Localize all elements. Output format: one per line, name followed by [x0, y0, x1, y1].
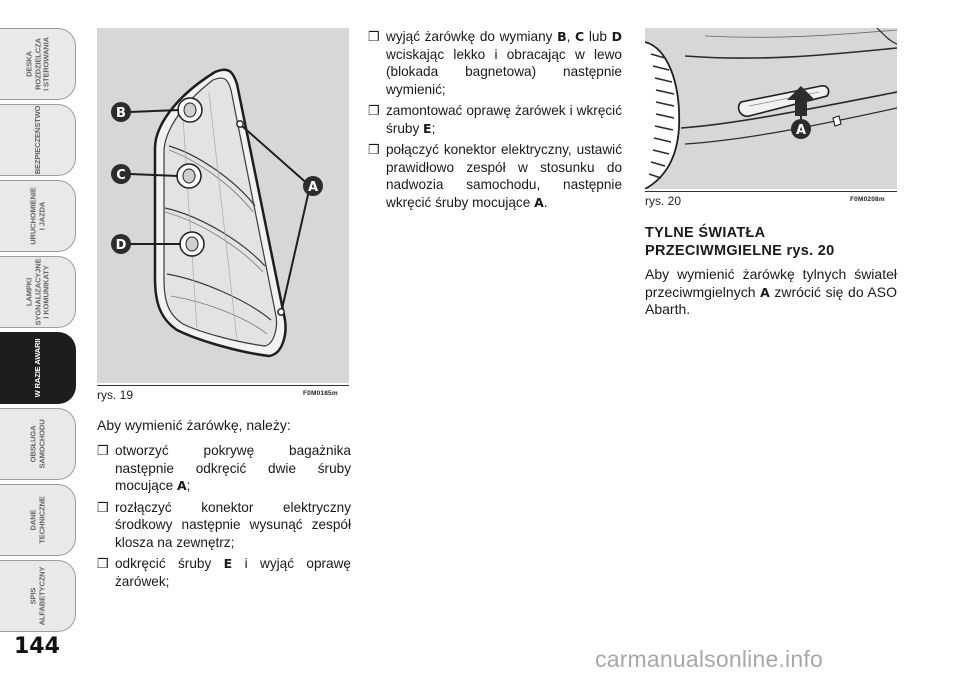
tab-obsluga[interactable]: [0, 408, 76, 480]
tab-label: BEZPIECZEŃSTWO: [32, 105, 42, 175]
figure-19-caption: rys. 19: [97, 388, 134, 402]
callout-b-letter: B: [116, 106, 126, 121]
tab-label: DANE TECHNICZNE: [28, 496, 46, 544]
figure-19-code: F0M0185m: [303, 390, 338, 397]
bulb-socket-c: [177, 164, 201, 188]
tab-dane-techniczne[interactable]: [0, 484, 76, 556]
tab-spis-alfabetyczny[interactable]: [0, 560, 76, 632]
checkbox-bullet-icon: ❒: [97, 556, 109, 571]
bulb-socket-b: [178, 98, 202, 122]
procedure-intro: Aby wymienić żarówkę, należy:: [97, 417, 291, 433]
procedure-list-1: [97, 442, 351, 594]
list-item: ❒ połączyć konektor elektryczny, ustawić prawidłowo zespół w stosunku do nadwozia samochodu, następnie wkręcić śruby mocujące A.: [368, 142, 622, 210]
tab-lampki[interactable]: [0, 256, 76, 328]
tab-label: DESKA ROZDZIELCZA I STEROWANIA: [23, 37, 50, 91]
procedure-list-2: [368, 28, 622, 215]
tab-label: URUCHOMIENIE I JAZDA: [28, 187, 46, 245]
checkbox-bullet-icon: ❒: [97, 499, 109, 515]
figure-20-caption: rys. 20: [645, 194, 682, 208]
chapter-tabs: [0, 0, 80, 677]
figure-20-rear-bumper: [645, 28, 897, 189]
list-item: ❒ odkręcić śruby E i wyjąć oprawę żarówek;: [97, 556, 351, 589]
callout-a-letter: A: [307, 180, 319, 195]
checkbox-bullet-icon: ❒: [368, 29, 380, 44]
checkbox-bullet-icon: ❒: [368, 103, 380, 118]
tab-label: SPIS ALFABETYCZNY: [28, 566, 46, 626]
tab-label: LAMPKI SYGNALIZACYJNE I KOMUNIKATY: [23, 258, 50, 326]
list-item: ❒ wyjąć żarówkę do wymiany B, C lub D wciskając lekko i obracając w lewo (blokada bagnetowa) następnie wymienić;: [368, 29, 622, 97]
tab-bezpieczenstwo[interactable]: [0, 104, 76, 176]
tab-deska-rozdzielcza[interactable]: [0, 28, 76, 100]
screw-a-bottom: [278, 309, 284, 315]
figure-19-tail-light: [97, 28, 349, 383]
bulb-socket-d: [180, 232, 204, 256]
tab-uruchomienie[interactable]: [0, 180, 76, 252]
section-paragraph: Aby wymienić żarówkę tylnych świateł przeciwmgielnych A zwrócić się do ASO Abarth.: [645, 266, 897, 317]
tail-light-illustration: [97, 28, 349, 383]
checkbox-bullet-icon: ❒: [368, 142, 380, 157]
list-item: ❒ zamontować oprawę żarówek i wkręcić śruby E;: [368, 103, 622, 136]
figure-20-rule: [645, 191, 897, 192]
figure-19-rule: [97, 385, 349, 386]
list-item: ❒ otworzyć pokrywę bagażnika następnie odkręcić dwie śruby mocujące A;: [97, 443, 351, 493]
tab-w-razie-awarii[interactable]: [0, 332, 76, 404]
callout-d-letter: D: [115, 238, 127, 253]
tab-label: OBSŁUGA SAMOCHODU: [28, 419, 46, 469]
list-item: ❒ rozłączyć konektor elektryczny środkowy następnie wysunąć zespół klosza na zewnętrz;: [97, 499, 351, 550]
callout-a-letter: A: [795, 123, 807, 138]
page-number: 144: [14, 634, 60, 659]
callout-c-letter: C: [116, 168, 126, 183]
figure-20-code: F0M0208m: [850, 196, 885, 203]
tab-label: W RAZIE AWARII: [32, 338, 42, 398]
checkbox-bullet-icon: ❒: [97, 443, 109, 458]
watermark: carmanualsonline.info: [595, 646, 823, 672]
rear-fog-light-illustration: [645, 28, 897, 189]
section-heading: TYLNE ŚWIATŁA PRZECIWMGIELNE rys. 20: [645, 225, 835, 259]
